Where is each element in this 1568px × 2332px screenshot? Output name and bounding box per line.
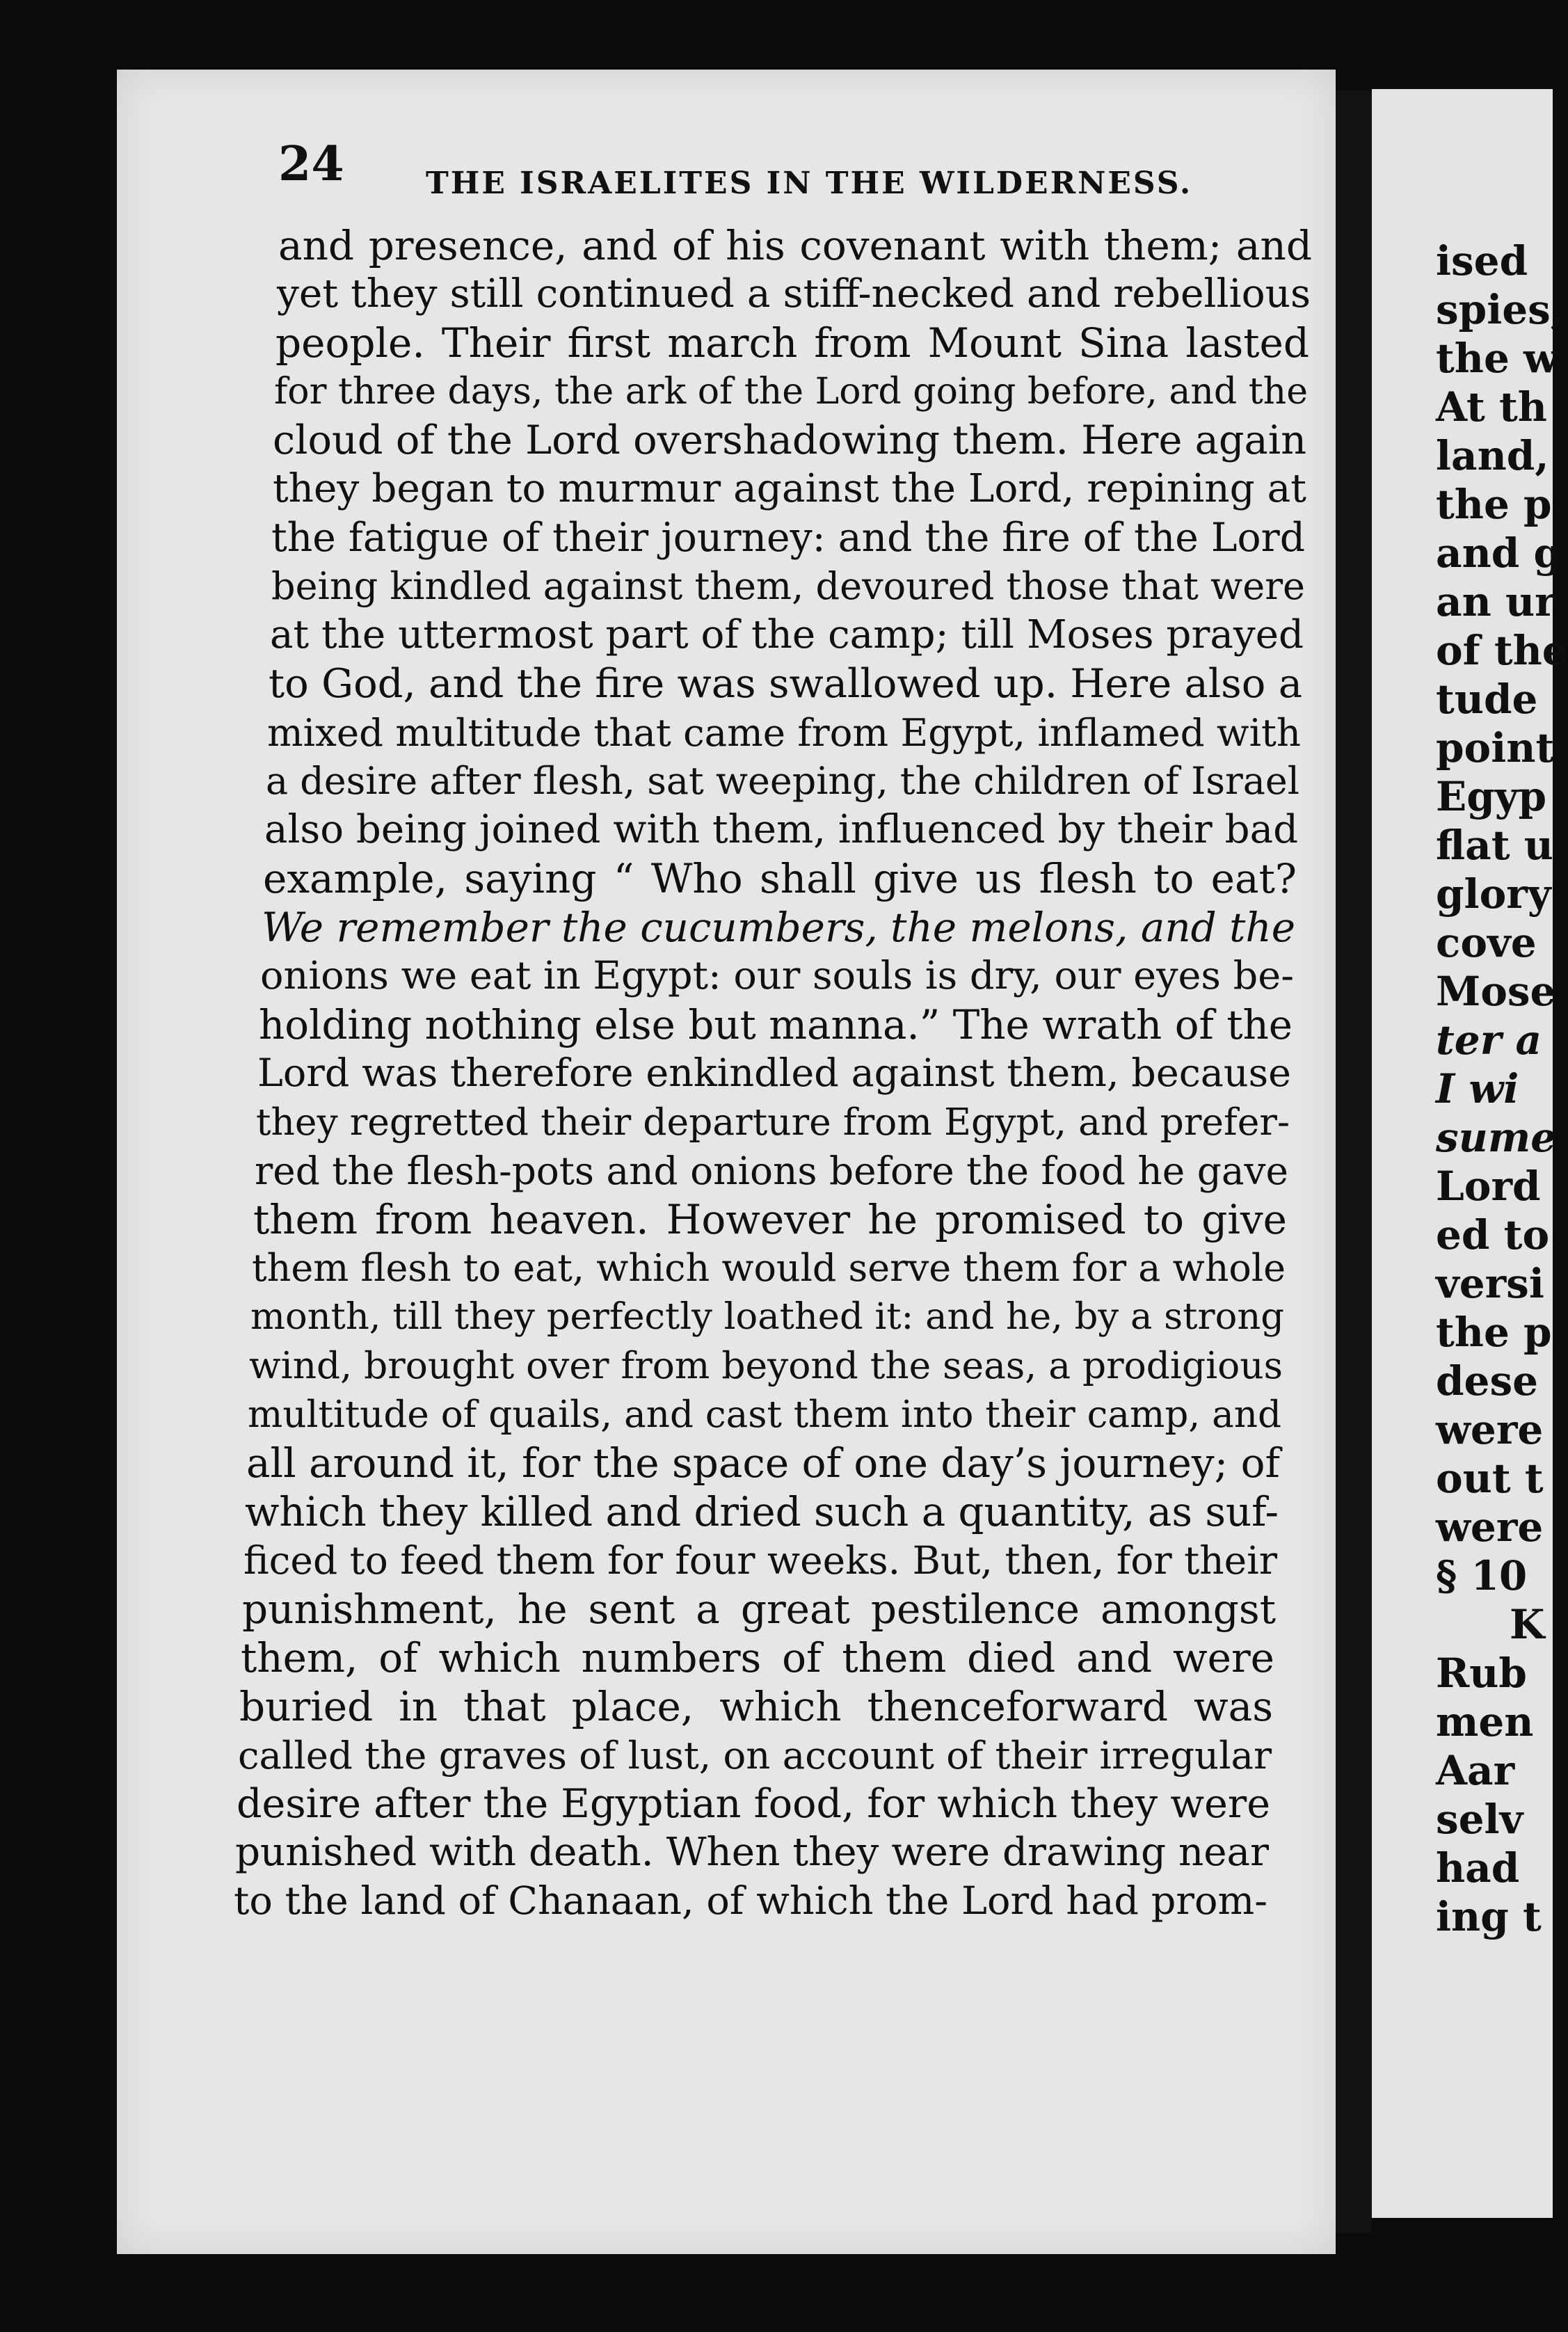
right-text-fragment: Aar	[1436, 1747, 1515, 1794]
right-text-fragment: glory	[1436, 870, 1551, 918]
text-line: punishment, he sent a great pestilence amongst	[242, 1586, 1276, 1633]
right-text-fragment: and g	[1436, 529, 1562, 577]
page-number: 24	[278, 136, 344, 192]
text-line: wind, brought over from beyond the seas, a prodigious	[249, 1343, 1283, 1387]
text-line: to the land of Chanaan, of which the Lord had prom-	[234, 1878, 1267, 1924]
right-text-fragment: At th	[1436, 383, 1547, 431]
text-line: mixed multitude that came from Egypt, inflamed with	[267, 710, 1301, 755]
text-line: and presence, and of his covenant with them; and	[278, 222, 1312, 269]
text-line: which they killed and dried such a quantity, as suf-	[245, 1488, 1279, 1535]
text-line: month, till they perfectly loathed it: and he, by a strong	[250, 1295, 1284, 1338]
right-text-fragment: the p	[1436, 1309, 1552, 1356]
text-line: Lord was therefore enkindled against them, because	[257, 1051, 1291, 1096]
text-line: buried in that place, which thenceforward was	[239, 1683, 1273, 1730]
text-line: people. Their first march from Mount Sina lasted	[275, 319, 1309, 367]
right-text-fragment: cove	[1436, 919, 1537, 966]
right-text-fragment: Egyp	[1436, 773, 1547, 820]
text-line: holding nothing else but manna.” The wrath of the	[259, 1001, 1293, 1048]
right-text-fragment: I wi	[1436, 1065, 1519, 1112]
right-text-fragment: had	[1436, 1844, 1520, 1892]
text-line: onions we eat in Egypt: our souls is dry, our eyes be-	[260, 953, 1294, 998]
right-text-fragment: K	[1510, 1601, 1545, 1648]
right-text-fragment: versi	[1436, 1260, 1544, 1307]
right-text-fragment: § 10	[1436, 1552, 1528, 1599]
running-head: THE ISRAELITES IN THE WILDERNESS.	[426, 166, 1193, 201]
text-line: to God, and the fire was swallowed up. Here also a	[269, 660, 1302, 707]
right-text-fragment: point	[1436, 724, 1555, 772]
text-line: red the flesh-pots and onions before the food he gave	[255, 1149, 1288, 1193]
text-line: for three days, the ark of the Lord going before, and the	[274, 371, 1308, 413]
text-line: being kindled against them, devoured those that were	[271, 564, 1305, 608]
right-text-fragment: ing t	[1436, 1893, 1542, 1940]
text-line: at the uttermost part of the camp; till Moses prayed	[270, 612, 1304, 657]
right-text-fragment: ised	[1436, 237, 1528, 285]
text-line: yet they still continued a stiff-necked and rebellious	[277, 271, 1311, 317]
right-text-fragment: the w	[1436, 335, 1558, 382]
right-text-fragment: of the	[1436, 627, 1568, 674]
text-line: a desire after flesh, sat weeping, the children of Israel	[266, 759, 1299, 803]
right-text-fragment: were	[1436, 1503, 1544, 1551]
text-line: the fatigue of their journey: and the fire of the Lord	[271, 515, 1305, 561]
text-line: also being joined with them, influenced by their bad	[264, 807, 1298, 852]
right-text-fragment: the p	[1436, 481, 1552, 528]
right-text-fragment: Lord	[1436, 1163, 1541, 1210]
text-line: them, of which numbers of them died and were	[241, 1634, 1274, 1682]
text-line: punished with death. When they were drawing near	[235, 1830, 1269, 1875]
text-line-italic: We remember the cucumbers, the melons, and the	[262, 904, 1295, 951]
right-text-fragment: out t	[1436, 1455, 1544, 1502]
right-text-fragment: spies,	[1436, 286, 1565, 333]
right-text-fragment: were	[1436, 1406, 1544, 1453]
right-text-fragment: dese	[1436, 1357, 1539, 1405]
text-line: them flesh to eat, which would serve them for a whole	[252, 1246, 1286, 1290]
text-line: example, saying “ Who shall give us flesh to eat?	[263, 855, 1297, 902]
text-line: all around it, for the space of one day’s journey; of	[246, 1439, 1280, 1487]
right-text-fragment: an ur	[1436, 578, 1556, 625]
text-line: called the graves of lust, on account of their irregular	[238, 1733, 1272, 1778]
text-line: they began to murmur against the Lord, repining at	[273, 466, 1306, 511]
right-text-fragment: sume	[1436, 1114, 1557, 1161]
right-text-fragment: tude	[1436, 676, 1538, 723]
text-line: cloud of the Lord overshadowing them. Here again	[273, 417, 1306, 463]
text-line: them from heaven. However he promised to give	[253, 1196, 1287, 1243]
text-line: multitude of quails, and cast them into their camp, and	[248, 1393, 1281, 1436]
right-text-fragment: selv	[1436, 1796, 1523, 1843]
right-text-fragment: flat u	[1436, 822, 1553, 869]
right-text-fragment: Rub	[1436, 1650, 1527, 1697]
text-line: ficed to feed them for four weeks. But, then, for their	[243, 1538, 1277, 1583]
right-text-fragment: land,	[1436, 432, 1549, 479]
right-text-fragment: ed to	[1436, 1211, 1550, 1259]
right-text-fragment: ter a	[1436, 1016, 1542, 1064]
right-text-fragment: men	[1436, 1698, 1534, 1746]
book-gutter	[1336, 90, 1372, 2233]
text-line: desire after the Egyptian food, for which they were	[237, 1781, 1270, 1827]
right-text-fragment: Mose	[1436, 968, 1556, 1015]
text-line: they regretted their departure from Egypt, and prefer-	[256, 1100, 1290, 1144]
